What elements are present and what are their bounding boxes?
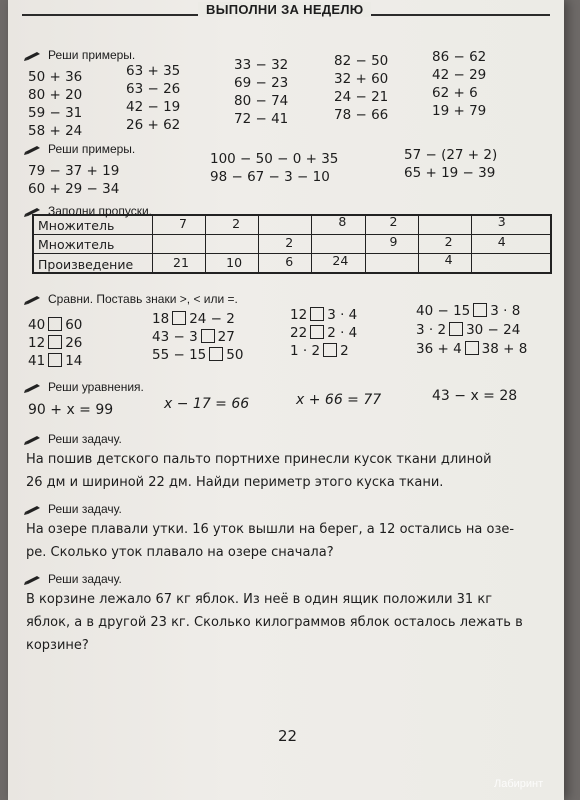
equation: 90 + x = 99 [28,402,114,418]
example: 72 − 41 [234,111,289,127]
text-line: ре. Сколько уток плавало на озере сначала? [26,545,334,560]
cell-value: 24 [332,253,349,268]
cell-value: 9 [389,234,398,249]
left-operand: 18 [152,311,170,327]
table-cell [206,235,259,254]
row-label-text: Множитель [38,218,115,233]
cell-value: 3 [497,214,506,229]
heading-text: Реши уравнения. [48,380,144,394]
cell-value: 2 [444,234,453,249]
compare-item [290,342,357,360]
table-cell [365,254,418,274]
table-cell [312,235,365,254]
row-label [33,254,153,274]
answer-box[interactable] [473,303,487,317]
right-operand: 24 − 2 [189,311,235,327]
compare-item [290,306,357,324]
compare-item [28,334,82,352]
right-operand: 14 [65,353,83,369]
equation: x − 17 = 66 [164,396,250,412]
example: 80 + 20 [28,87,83,103]
example: 33 − 32 [234,57,289,73]
problem-text-1 [26,448,492,494]
table-cell [418,235,471,254]
cell-value: 10 [226,255,243,270]
table-cell [471,235,551,254]
compare-col-3 [290,306,357,360]
cell-value: 7 [179,216,187,231]
row-label-text: Произведение [38,257,134,272]
section-heading-4 [24,292,238,306]
table-row [33,215,551,235]
answer-box[interactable] [209,347,223,361]
table-row [33,254,551,274]
compare-col-1 [28,316,82,370]
page-number: 22 [278,727,298,745]
example: 80 − 74 [234,93,289,109]
right-operand: 3 · 4 [327,307,358,323]
table-cell [259,254,312,274]
pencil-icon [24,506,42,514]
cell-value: 21 [173,255,189,270]
heading-text: Реши примеры. [48,142,136,156]
section-heading-6 [24,432,122,446]
text-line: На озере плавали утки. 16 уток вышли на берег, а 12 остались на озе- [26,522,515,537]
answer-box[interactable] [465,341,479,355]
row-label [33,215,153,235]
left-operand: 36 + 4 [416,341,462,357]
examples-col-1 [28,68,82,140]
compare-item [416,340,527,359]
right-operand: 38 + 8 [481,341,528,357]
table-cell [206,254,259,274]
problem-text-2 [26,518,514,564]
compare-item [416,321,527,340]
cell-value: 4 [444,252,453,267]
table-cell [259,215,312,235]
compare-item [290,324,357,342]
left-operand: 55 − 15 [152,347,207,363]
example: 60 + 29 − 34 [28,181,120,197]
examples-group-b [210,150,338,186]
right-operand: 30 − 24 [466,322,521,338]
answer-box[interactable] [172,311,186,325]
text-line: 26 дм и шириной 22 дм. Найди периметр этого куска ткани. [26,475,444,490]
pencil-icon [24,436,42,444]
left-operand: 40 − 15 [416,303,471,319]
page-header [8,0,564,22]
example: 78 − 66 [334,107,389,123]
table-cell [418,254,471,274]
compare-item [28,316,82,334]
example: 58 + 24 [28,123,83,139]
cell-value: 8 [338,214,347,229]
answer-box[interactable] [48,335,62,349]
cell-value: 2 [285,235,294,250]
text-line: корзине? [26,638,89,653]
section-heading-1 [24,48,135,62]
example: 63 + 35 [126,63,181,79]
heading-text: Реши примеры. [48,48,136,62]
example: 100 − 50 − 0 + 35 [210,151,339,167]
example: 26 + 62 [126,117,181,133]
equation: x + 66 = 77 [296,392,382,408]
text-line: В корзине лежало 67 кг яблок. Из неё в один ящик положили 31 кг [26,592,493,607]
example: 86 − 62 [432,49,487,65]
section-heading-5 [24,380,144,394]
pencil-icon [24,52,42,60]
table-cell [471,215,551,235]
workbook-page [8,0,564,800]
examples-col-4 [334,52,388,124]
left-operand: 3 · 2 [416,322,447,338]
heading-text: Реши задачу. [48,572,122,586]
left-operand: 1 · 2 [290,343,321,359]
table-cell [259,235,312,254]
examples-col-5 [432,48,486,120]
problem-text-3 [26,588,523,657]
left-operand: 41 [28,353,46,369]
heading-text: Сравни. Поставь знаки >, < или =. [48,292,238,306]
left-operand: 43 − 3 [152,329,198,345]
section-heading-7 [24,502,122,516]
watermark-logo: Лабиринт [494,778,544,790]
example: 24 − 21 [334,89,389,105]
left-operand: 40 [28,317,46,333]
row-label-text: Множитель [38,237,115,252]
compare-item [416,302,527,321]
text-line: яблок, а в другой 23 кг. Сколько килограммов яблок осталось лежать в [26,615,523,630]
table-cell [418,215,471,235]
table-row [33,235,551,254]
pencil-icon [24,296,42,304]
pencil-icon [24,384,42,392]
left-operand: 12 [290,307,308,323]
left-operand: 22 [290,325,308,341]
example: 19 + 79 [432,103,487,119]
left-operand: 12 [28,335,46,351]
page-title: ВЫПОЛНИ ЗА НЕДЕЛЮ [198,2,371,17]
compare-item [28,352,82,370]
section-heading-8 [24,572,122,586]
answer-box[interactable] [310,325,324,339]
table-cell [312,215,365,235]
table-cell [153,254,206,274]
example: 79 − 37 + 19 [28,163,120,179]
heading-text: Заполни пропуски. [48,204,152,218]
example: 59 − 31 [28,105,83,121]
right-operand: 27 [217,329,235,345]
right-operand: 60 [65,317,83,333]
example: 57 − (27 + 2) [404,147,498,163]
answer-box[interactable] [323,343,337,357]
equation: 43 − x = 28 [432,388,518,404]
text-line: На пошив детского пальто портнихе принесли кусок ткани длиной [26,452,492,467]
example: 42 − 19 [126,99,181,115]
compare-item [152,328,243,346]
examples-col-3 [234,56,288,128]
cell-value: 4 [497,234,506,249]
examples-group-a [28,162,119,198]
example: 50 + 36 [28,69,83,85]
examples-group-c [404,146,497,182]
table-cell [365,215,418,235]
section-heading-2 [24,142,135,156]
answer-box[interactable] [48,353,62,367]
right-operand: 3 · 8 [490,303,521,319]
example: 98 − 67 − 3 − 10 [210,169,330,185]
pencil-icon [24,146,42,154]
table-cell [153,215,206,235]
right-operand: 2 · 4 [327,325,358,341]
heading-text: Реши задачу. [48,432,122,446]
cell-value: 6 [285,254,294,269]
table-cell [312,254,365,274]
example: 42 − 29 [432,67,487,83]
table-cell [206,215,259,235]
answer-box[interactable] [449,322,463,336]
compare-item [152,310,243,328]
table-cell [365,235,418,254]
example: 32 + 60 [334,71,389,87]
pencil-icon [24,576,42,584]
cell-value: 2 [232,216,241,231]
answer-box[interactable] [201,329,215,343]
table-cell [471,254,551,274]
example: 82 − 50 [334,53,389,69]
answer-box[interactable] [48,317,62,331]
cell-value: 2 [389,214,398,229]
multiplication-table [32,214,552,274]
example: 69 − 23 [234,75,289,91]
example: 63 − 26 [126,81,181,97]
compare-col-2 [152,310,243,364]
heading-text: Реши задачу. [48,502,122,516]
row-label [33,235,153,254]
answer-box[interactable] [310,307,324,321]
compare-item [152,346,243,364]
table-cell [153,235,206,254]
compare-col-4 [416,302,527,359]
example: 62 + 6 [432,85,478,101]
right-operand: 2 [340,343,349,359]
examples-col-2 [126,62,180,134]
right-operand: 50 [226,347,244,363]
example: 65 + 19 − 39 [404,165,496,181]
right-operand: 26 [65,335,83,351]
